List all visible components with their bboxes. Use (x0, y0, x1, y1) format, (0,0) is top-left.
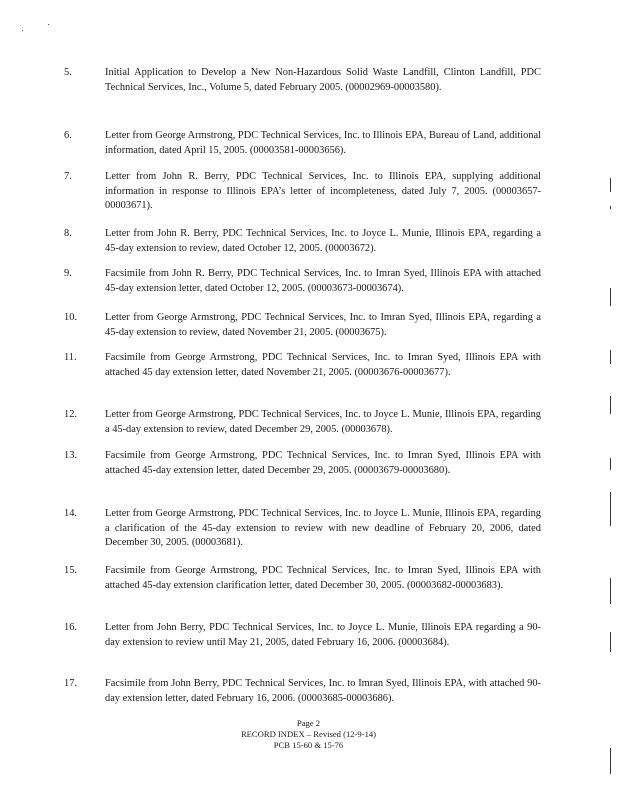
revision-bar (610, 350, 611, 364)
list-item (0, 408, 617, 449)
entry-text: Letter from George Armstrong, PDC Technical Services, Inc. to Joyce L. Munie, Illinois EPA, regarding a clarification of the 45-day extension to review with new deadline of February 20, 2006, dated December 30, 2005. (00003681). (105, 508, 541, 549)
revision-bar (610, 578, 611, 604)
entry-text: Letter from John Berry, PDC Technical Services, Inc. to Joyce L. Munie, Illinois EPA regarding a 90-day extension to review until May 21, 2005, dated February 16, 2006. (00003684). (105, 622, 541, 648)
list-item (0, 170, 617, 227)
entry-text: Initial Application to Develop a New Non-Hazardous Solid Waste Landfill, Clinton Landfill, PDC Technical Services, Inc., Volume 5, dated February 2005. (00002969-00003580). (105, 67, 541, 93)
revision-bar (610, 632, 611, 652)
entry-text: Letter from John R. Berry, PDC Technical Services, Inc. to Illinois EPA, supplying additional information in response to Illinois EPA’s letter of incompleteness, dated July 7, 2005. (00003657-00003671). (105, 171, 541, 212)
entry-number: 15. (64, 565, 77, 576)
list-item (0, 507, 617, 564)
entry-number: 11. (64, 352, 77, 363)
entry-number: 17. (64, 678, 77, 689)
list-item (0, 677, 617, 717)
revision-bar (610, 492, 611, 526)
entry-number: 5. (64, 67, 72, 78)
entry-text: Facsimile from John R. Berry, PDC Technical Services, Inc. to Imran Syed, Illinois EPA with attached 45-day extension letter, dated October 12, 2005. (00003673-00003674). (105, 268, 541, 294)
entry-number: 16. (64, 622, 77, 633)
list-item (0, 311, 617, 351)
entry-number: 6. (64, 130, 72, 141)
entry-text: Facsimile from George Armstrong, PDC Technical Services, Inc. to Imran Syed, Illinois EPA with attached 45 day extension letter, dated November 21, 2005. (00003676-00003677). (105, 352, 541, 378)
entry-text: Facsimile from John Berry, PDC Technical Services, Inc. to Imran Syed, Illinois EPA, with attached 90-day extension letter, dated February 16, 2006. (00003685-00003686). (105, 678, 541, 704)
entry-text: Letter from John R. Berry, PDC Technical Services, Inc. to Joyce L. Munie, Illinois EPA, regarding a 45-day extension to review, dated October 12, 2005. (00003672). (105, 228, 541, 254)
scan-speck (22, 30, 23, 31)
revision-bar (610, 178, 611, 192)
revision-bar (610, 396, 611, 414)
revision-bar (610, 288, 611, 306)
list-item (0, 564, 617, 621)
entry-number: 14. (64, 508, 77, 519)
list-item (0, 66, 617, 129)
entry-number: 9. (64, 268, 72, 279)
entry-number: 7. (64, 171, 72, 182)
entry-number: 8. (64, 228, 72, 239)
entry-text: Facsimile from George Armstrong, PDC Technical Services, Inc. to Imran Syed, Illinois EPA with attached 45-day extension clarification letter, dated December 30, 2005. (00003682-00003683). (105, 565, 541, 591)
list-item (0, 449, 617, 507)
revision-bar (610, 458, 611, 470)
list-item (0, 621, 617, 677)
entry-text: Letter from George Armstrong, PDC Technical Services, Inc. to Illinois EPA, Bureau of Land, additional information, dated April 15, 2005. (00003581-00003656). (105, 130, 541, 156)
record-index-title: RECORD INDEX – Revised (12-9-14) (240, 729, 377, 739)
entry-number: 10. (64, 312, 77, 323)
revision-bar (610, 206, 611, 209)
entry-text: Facsimile from George Armstrong, PDC Technical Services, Inc. to Imran Syed, Illinois EPA with attached 45-day extension letter, dated December 29, 2005. (00003679-00003680). (105, 450, 541, 476)
revision-bar (610, 748, 611, 774)
page-number: Page 2 (296, 718, 321, 728)
list-item (0, 267, 617, 311)
list-item (0, 227, 617, 267)
list-item (0, 351, 617, 408)
entry-number: 13. (64, 450, 77, 461)
entry-text: Letter from George Armstrong, PDC Technical Services, Inc. to Imran Syed, Illinois EPA, regarding a 45-day extension to review, dated November 21, 2005. (00003675). (105, 312, 541, 338)
entry-number: 12. (64, 409, 77, 420)
page-footer (0, 718, 617, 751)
case-numbers: PCB 15-60 & 15-76 (273, 740, 344, 750)
list-item (0, 129, 617, 170)
scan-speck (48, 24, 49, 25)
entry-text: Letter from George Armstrong, PDC Technical Services, Inc. to Joyce L. Munie, Illinois EPA, regarding a 45-day extension to review, dated December 29, 2005. (00003678). (105, 409, 541, 435)
record-index-list (0, 66, 617, 717)
